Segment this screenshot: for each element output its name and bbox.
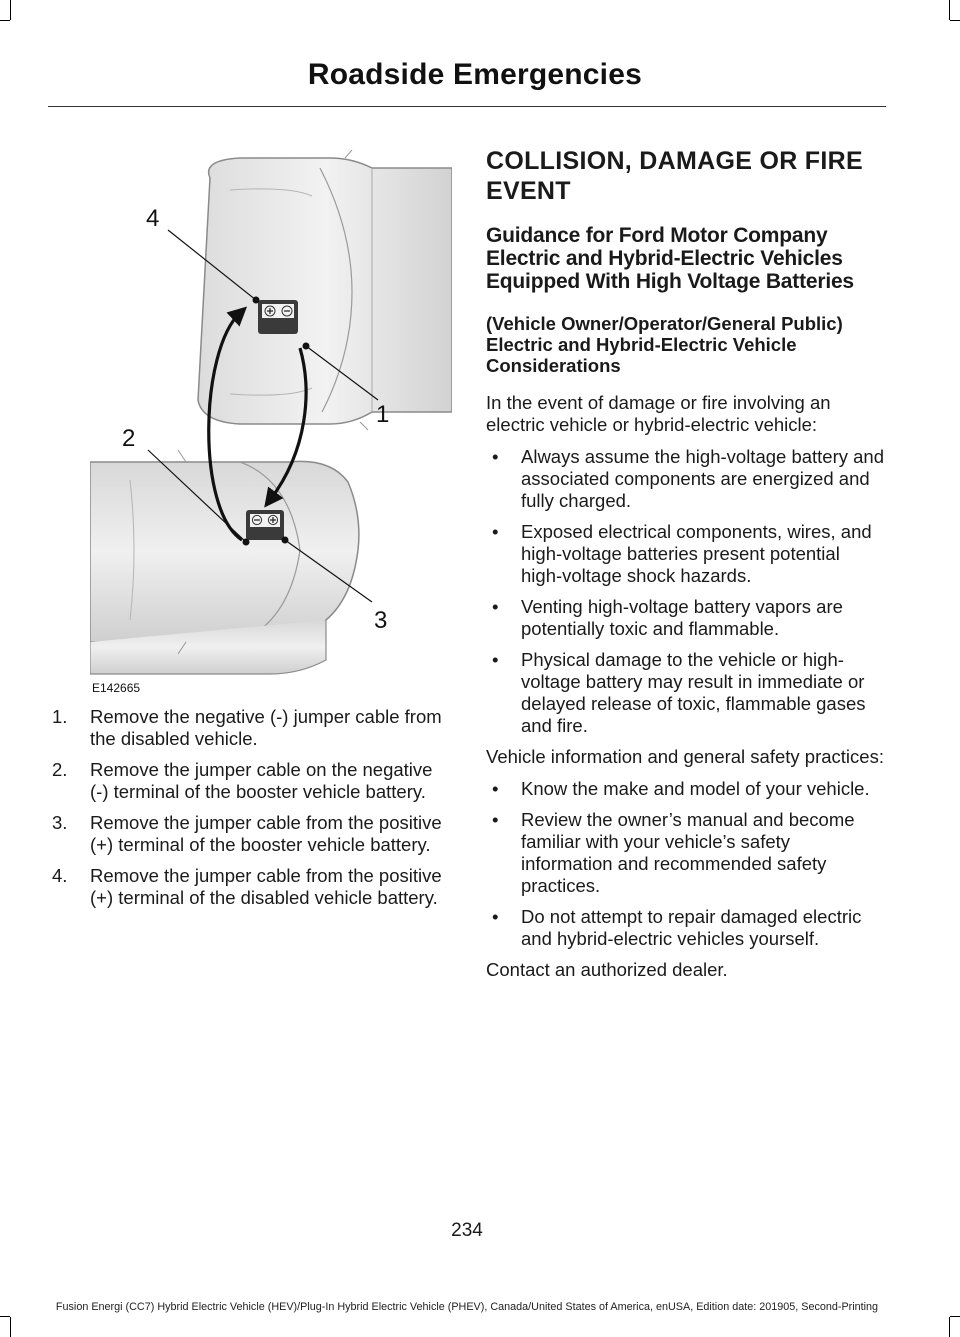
- figure-code: E142665: [92, 681, 141, 695]
- list-item: • Know the make and model of your vehicle.: [492, 778, 870, 799]
- title-divider: [48, 106, 886, 107]
- disabled-vehicle: [198, 150, 452, 430]
- callout-4: 4: [146, 205, 160, 232]
- callout-2: 2: [122, 425, 136, 452]
- practices-list: [486, 778, 884, 950]
- practices-paragraph: Vehicle information and general safety practices:: [486, 746, 884, 767]
- disconnect-steps: [48, 706, 452, 918]
- list-item: • Always assume the high-voltage battery and associated components are energized and fully charged.: [492, 446, 885, 511]
- section-title: COLLISION, DAMAGE OR FIRE EVENT: [486, 147, 863, 205]
- list-item: 3. Remove the jumper cable from the positive (+) terminal of the booster vehicle battery.: [52, 812, 442, 855]
- crop-mark: [949, 1317, 950, 1337]
- list-item: • Review the owner’s manual and become familiar with your vehicle’s safety information and recommended safety practices.: [492, 809, 855, 896]
- page-number: 234: [451, 1220, 483, 1241]
- callout-1: 1: [376, 401, 390, 428]
- callout-3: 3: [374, 607, 388, 634]
- crop-mark: [0, 20, 10, 21]
- contact-paragraph: Contact an authorized dealer.: [486, 959, 728, 980]
- page-title: Roadside Emergencies: [307, 58, 642, 91]
- list-item: 2. Remove the jumper cable on the negative (-) terminal of the booster vehicle battery.: [52, 759, 433, 802]
- crop-mark: [950, 1316, 960, 1317]
- jump-start-illustration: [90, 150, 452, 700]
- list-item: 4. Remove the jumper cable from the positive (+) terminal of the disabled vehicle battery.: [52, 865, 442, 908]
- footer-text: Fusion Energi (CC7) Hybrid Electric Vehicle (HEV)/Plug-In Hybrid Electric Vehicle (PHEV), Canada/United States of America, enUSA, Edition date: 201905, Second-Printing: [55, 1301, 879, 1313]
- crop-mark: [950, 20, 960, 21]
- list-item: • Exposed electrical components, wires, and high-voltage batteries present potential high-voltage shock hazards.: [492, 521, 872, 586]
- list-item: • Venting high-voltage battery vapors are potentially toxic and flammable.: [492, 596, 843, 639]
- jump-start-disconnect-figure: [90, 150, 452, 700]
- intro-paragraph: In the event of damage or fire involving an electric vehicle or hybrid-electric vehicle:: [486, 392, 831, 435]
- considerations-heading: Electric and Hybrid-Electric Vehicle Considerations: [486, 334, 797, 376]
- section-subtitle: Guidance for Ford Motor Company Electric and Hybrid-Electric Vehicles Equipped With High Voltage Batteries: [486, 224, 854, 293]
- crop-mark: [10, 0, 11, 20]
- audience-heading: (Vehicle Owner/Operator/General Public): [486, 313, 843, 334]
- crop-mark: [949, 0, 950, 20]
- list-item: • Do not attempt to repair damaged electric and hybrid-electric vehicles yourself.: [492, 906, 862, 949]
- crop-mark: [10, 1317, 11, 1337]
- list-item: • Physical damage to the vehicle or high-voltage battery may result in immediate or delayed release of toxic, flammable gases and fire.: [492, 649, 866, 736]
- hazard-list: [486, 446, 884, 737]
- crop-mark: [0, 1316, 10, 1317]
- collision-section: [486, 146, 884, 981]
- list-item: 1. Remove the negative (-) jumper cable from the disabled vehicle.: [52, 706, 442, 749]
- booster-vehicle: [90, 450, 359, 680]
